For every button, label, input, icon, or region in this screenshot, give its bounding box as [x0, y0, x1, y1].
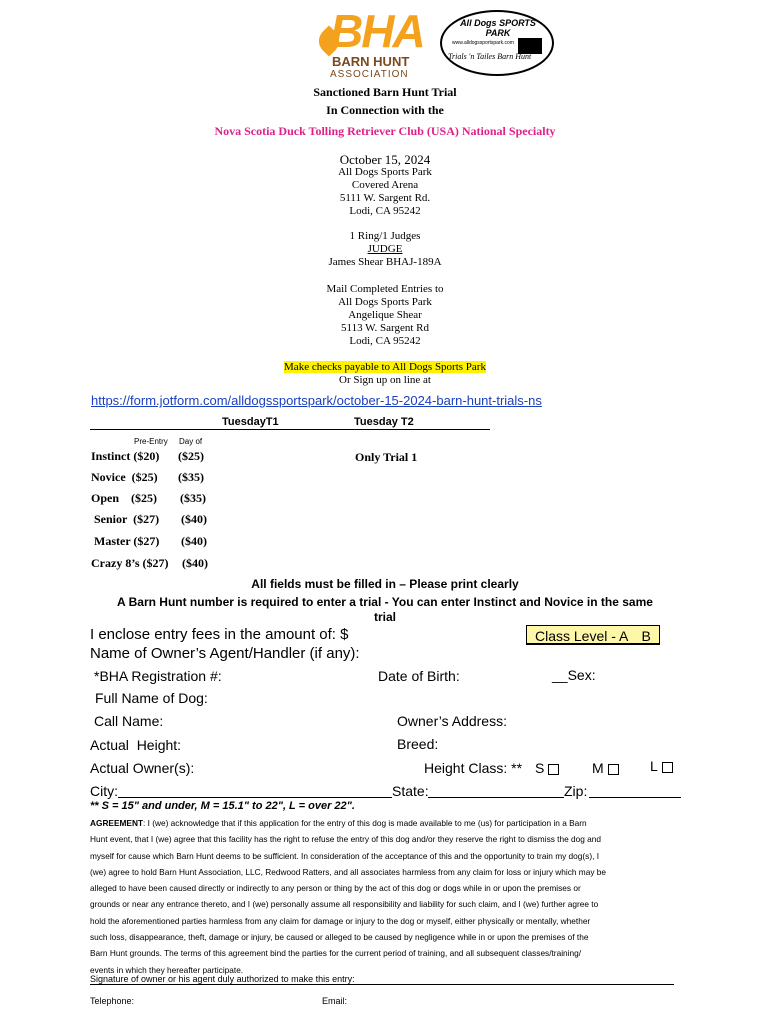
trial-date: October 15, 2024 [339, 152, 431, 167]
email-field[interactable]: Email: [322, 996, 348, 1006]
judge-label: JUDGE [367, 243, 403, 255]
class-day-fee: ($40) [181, 512, 207, 526]
only-trial-label: Only Trial 1 [355, 450, 418, 464]
city-line [118, 797, 392, 798]
agreement-line: such loss, disappearance, theft, damage or injury, be caused or alleged to be caused by negligence while in or upon the premises of the [90, 932, 589, 943]
agreement-line: (we) agree to hold Barn Hunt Association, LLC, Redwood Ratters, and all associates harmless from any claim for loss or injury which may be [90, 866, 607, 877]
checkbox-icon[interactable] [662, 762, 673, 773]
class-day-fee: ($25) [178, 449, 204, 463]
mail-line: Lodi, CA 95242 [349, 335, 421, 347]
park-logo-tagline: Trials 'n Tailes Barn Hunt [448, 52, 532, 61]
agreement-line: alleged to have been caused directly or indirectly to any person or thing by the act of this dog or dogs while in or upon the premises or [90, 883, 581, 894]
notice-line: trial [373, 610, 396, 624]
dob-field[interactable]: Date of Birth: [378, 668, 460, 684]
agreement-text [90, 815, 690, 978]
park-logo [440, 10, 554, 76]
signature-field[interactable]: Signature of owner or his agent duly authorized to make this entry: [90, 974, 355, 984]
checkbox-icon[interactable] [608, 764, 619, 775]
class-name: Crazy 8’s ($27) [91, 556, 169, 570]
notice-line: All fields must be filled in – Please print clearly [251, 577, 519, 591]
size-s-option[interactable] [535, 760, 559, 776]
owners-field[interactable]: Actual Owner(s): [90, 760, 195, 776]
height-class-label: Height Class: ** [424, 760, 523, 776]
col-header-t2: Tuesday T2 [354, 416, 414, 428]
mail-line: 5113 W. Sargent Rd [340, 322, 429, 334]
size-m-label: M [592, 760, 604, 776]
mail-line: All Dogs Sports Park [338, 296, 432, 308]
rings-info: 1 Ring/1 Judges [349, 230, 421, 242]
agreement-line: Hunt event, that I (we) agree that this facility has the right to refuse the entry of this dog and/or they reserve the right to dismiss the dog and [90, 834, 601, 845]
zip-field[interactable]: Zip: [564, 783, 588, 799]
agreement-line-text: : I (we) acknowledge that if this application for the entry of this dog is made available to me (us) for participation in a Barn [143, 818, 587, 828]
owner-address-field[interactable]: Owner’s Address: [397, 713, 507, 729]
mail-line: Angelique Shear [348, 309, 422, 321]
dog-name-field[interactable]: Full Name of Dog: [95, 690, 208, 706]
checks-payable [0, 361, 770, 373]
page-subtitle: In Connection with the [326, 103, 444, 117]
agent-field[interactable]: Name of Owner’s Agent/Handler (if any): [90, 645, 360, 662]
sex-field[interactable]: __Sex: [552, 667, 596, 683]
size-l-option[interactable] [650, 758, 673, 774]
agreement-line: grounds or near any entrance thereto, and I (we) personally assume all responsibility and liability for such claim, and I (we) further agree to [90, 899, 599, 910]
class-day-fee: ($35) [178, 470, 204, 484]
page-title: Sanctioned Barn Hunt Trial [313, 85, 457, 99]
agreement-line: events in which they hereafter participate. [90, 964, 244, 975]
bha-logo-line1: BARN HUNT [332, 54, 410, 69]
notice-line: A Barn Hunt number is required to enter a trial - You can enter Instinct and Novice in the same [117, 595, 653, 609]
agreement-line: myself for cause which Barn Hunt deems to be sufficient. In consideration of the acceptance of this and the opportunity to train my dog(s), I [90, 850, 599, 861]
class-name: Instinct ($20) [91, 449, 160, 463]
venue-line: Covered Arena [351, 179, 419, 191]
signup-link[interactable]: https://form.jotform.com/alldogssportspark/october-15-2024-barn-hunt-trials-ns [91, 393, 542, 408]
state-line [428, 797, 564, 798]
class-name: Senior ($27) [94, 512, 160, 526]
table-top-line [90, 429, 490, 430]
class-level-b[interactable]: B [641, 628, 651, 644]
class-day-fee: ($40) [182, 556, 208, 570]
col-header-t1: TuesdayT1 [222, 416, 279, 428]
venue-line: All Dogs Sports Park [338, 166, 432, 178]
park-logo-name: All Dogs SPORTS PARK [460, 18, 536, 38]
size-definitions: ** S = 15" and under, M = 15.1" to 22", L = over 22". [90, 800, 355, 812]
class-name: Novice ($25) [91, 470, 158, 484]
park-logo-url: www.alldogssportspark.com [452, 40, 514, 46]
fees-field[interactable]: I enclose entry fees in the amount of: $ [90, 626, 349, 643]
class-level-a[interactable]: Class Level - A [535, 628, 628, 644]
class-name: Master ($27) [94, 534, 160, 548]
signature-line [90, 984, 674, 985]
bha-logo [316, 5, 428, 80]
breed-field[interactable]: Breed: [397, 736, 439, 752]
height-field[interactable]: Actual Height: [90, 737, 182, 753]
venue-line: 5111 W. Sargent Rd. [339, 192, 431, 204]
mail-line: Mail Completed Entries to [326, 283, 444, 295]
state-field[interactable]: State: [392, 783, 429, 799]
agreement-line: hold the aforementioned parties harmless from any claim for damage or injury to the dog or myself, either physically or mentally, whether [90, 915, 591, 926]
checks-text: Make checks payable to All Dogs Sports Park [284, 361, 486, 373]
bha-logo-big: BHA [330, 5, 424, 57]
telephone-field[interactable]: Telephone: [90, 996, 135, 1006]
class-day-fee: ($40) [181, 534, 207, 548]
pre-entry-label: Pre-Entry [134, 437, 168, 446]
checkbox-icon[interactable] [548, 764, 559, 775]
city-field[interactable]: City: [90, 783, 118, 799]
agreement-label: AGREEMENT [90, 818, 144, 828]
day-of-label: Day of [179, 437, 203, 446]
agreement-line: Barn Hunt grounds. The terms of this agreement bind the parties for the current period of training, and all subsequent classes/training/ [90, 948, 582, 959]
signup-text: Or Sign up on line at [339, 374, 431, 386]
judge-name: James Shear BHAJ-189A [328, 256, 442, 268]
bha-logo-line2: ASSOCIATION [330, 69, 409, 80]
size-s-label: S [535, 760, 545, 776]
call-name-field[interactable]: Call Name: [94, 713, 164, 729]
class-level-field[interactable] [526, 625, 660, 645]
zip-line [589, 797, 681, 798]
class-name: Open ($25) [91, 491, 157, 505]
agreement-line [90, 815, 690, 831]
size-l-label: L [650, 758, 658, 774]
venue-line: Lodi, CA 95242 [349, 205, 421, 217]
class-day-fee: ($35) [180, 491, 206, 505]
bha-registration-field[interactable]: *BHA Registration #: [94, 668, 222, 684]
specialty-title: Nova Scotia Duck Tolling Retriever Club (USA) National Specialty [214, 124, 556, 138]
size-m-option[interactable] [592, 760, 619, 776]
